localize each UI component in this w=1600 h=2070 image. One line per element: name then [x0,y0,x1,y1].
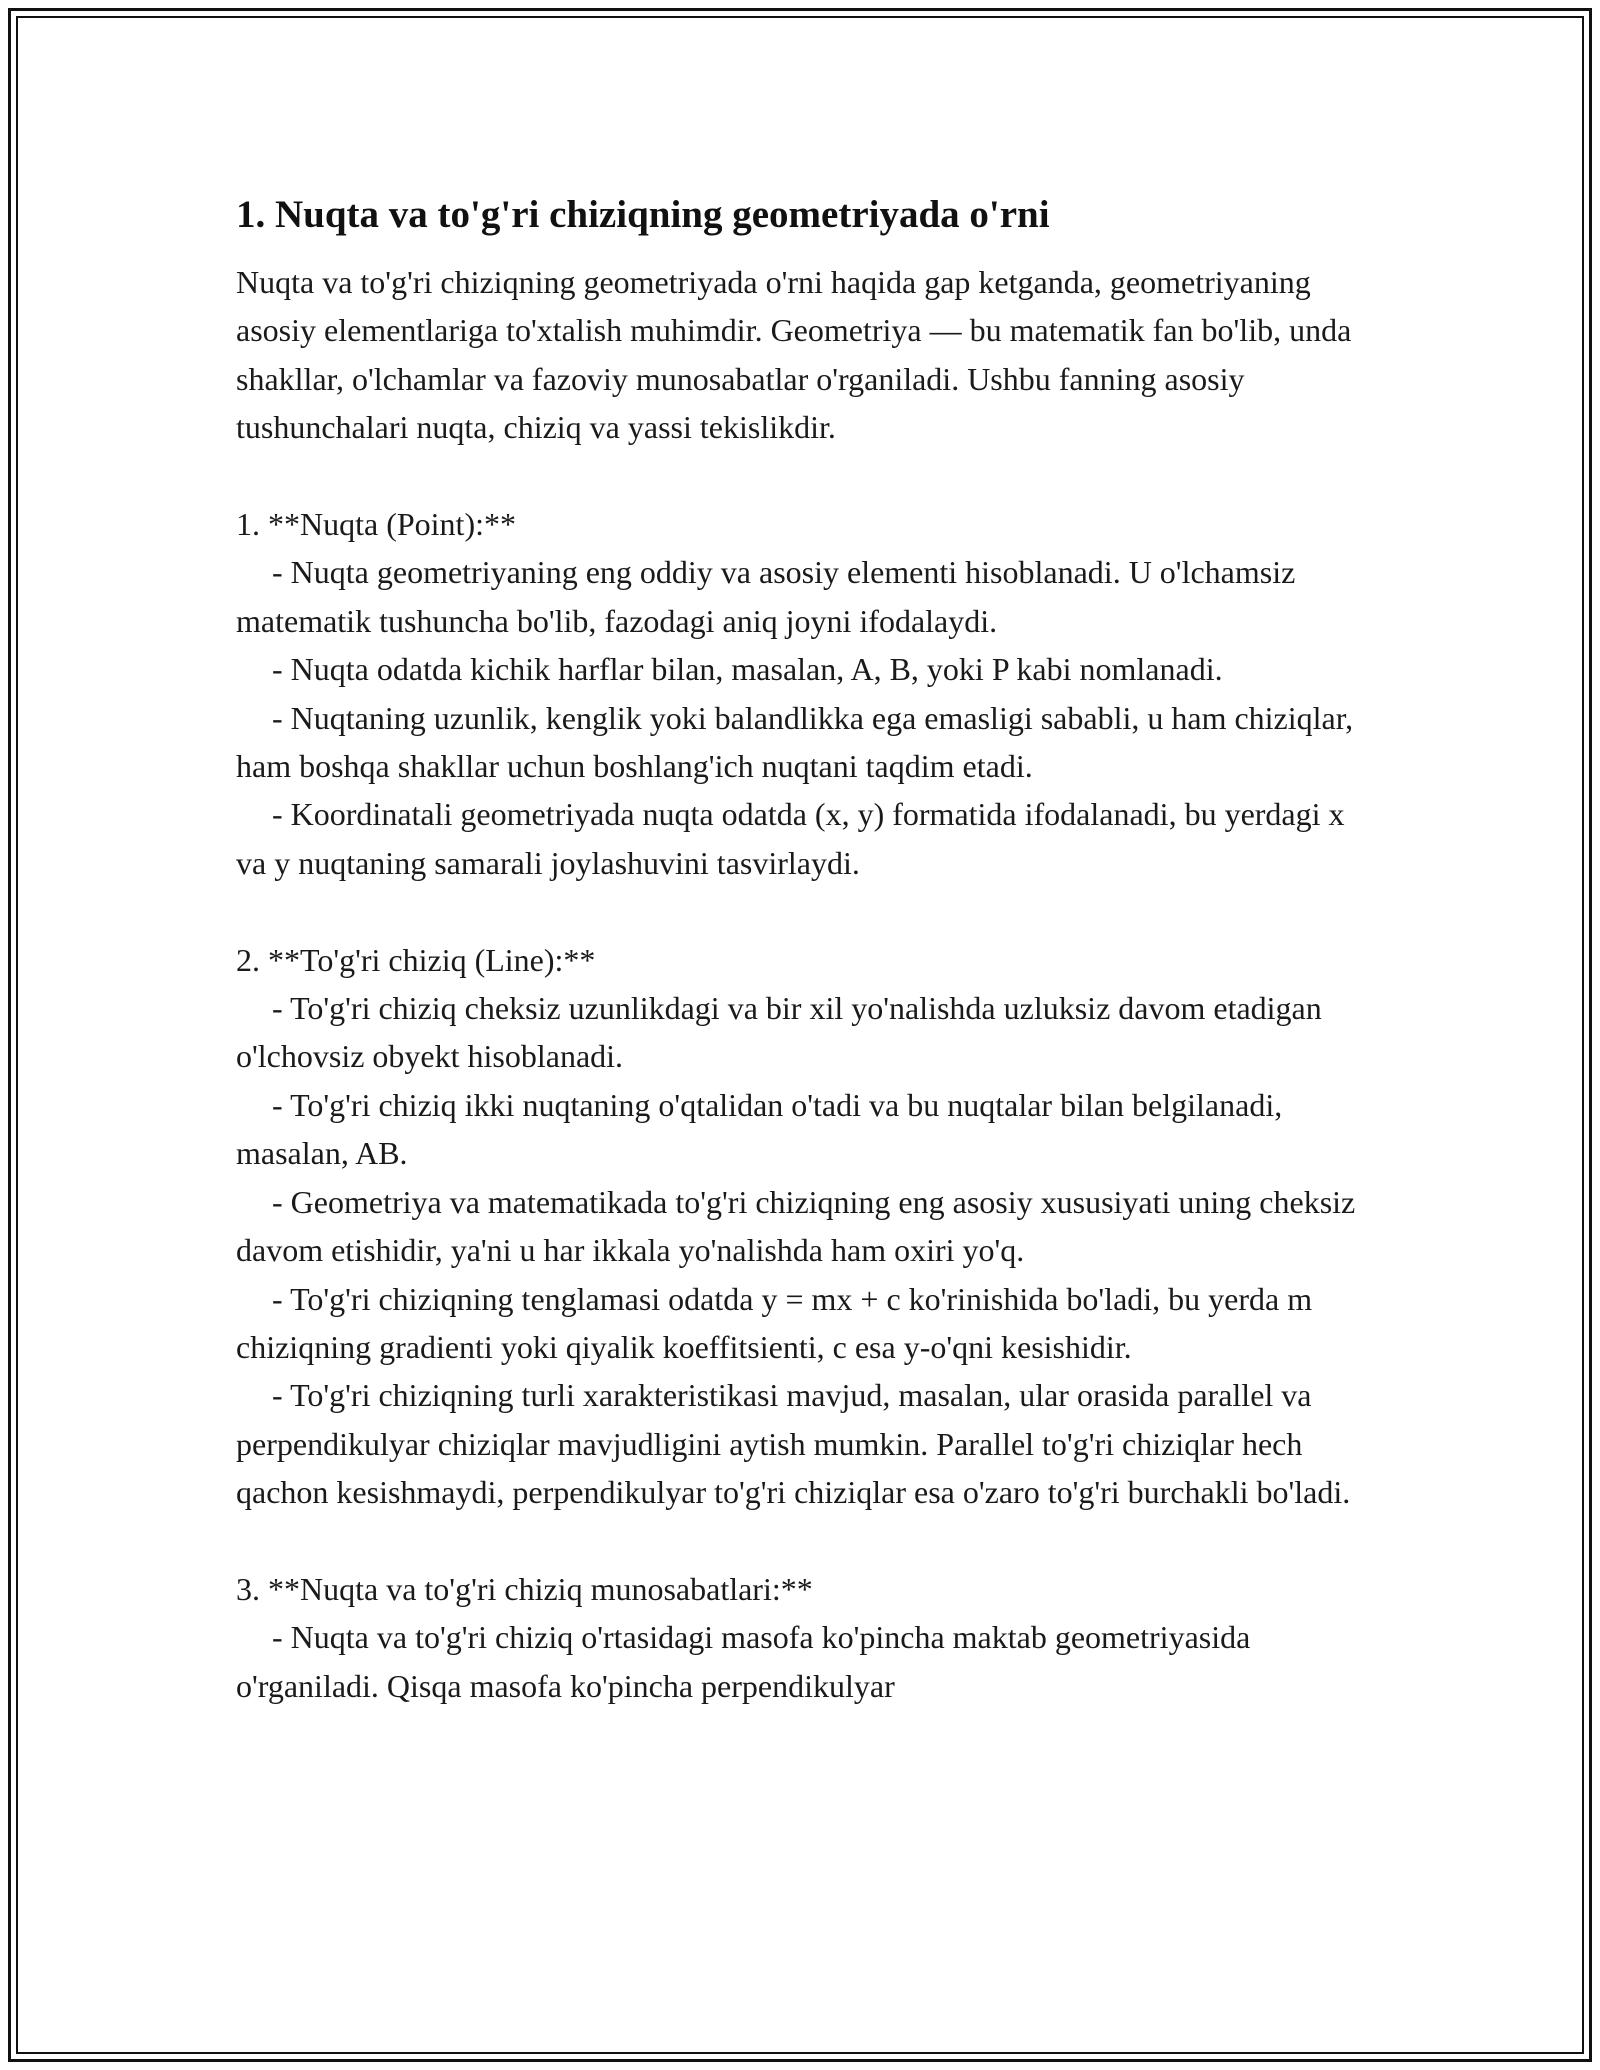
section-line [236,936,1376,1517]
list-item: - To'g'ri chiziq ikki nuqtaning o'qtalidan o'tadi va bu nuqtalar bilan belgilanadi, masalan, AB. [236,1086,1291,1172]
list-item: - Geometriya va matematikada to'g'ri chiziqning eng asosiy xususiyati uning cheksiz davom etishidir, ya'ni u har ikkala yo'nalishda ham oxiri yo'q. [236,1183,1364,1269]
list-item: - Nuqtaning uzunlik, kenglik yoki balandlikka ega emasligi sababli, u ham chiziqlar, ham boshqa shakllar uchun boshlang'ich nuqtani taqdim etadi. [236,699,1362,785]
page-title: 1. Nuqta va to'g'ri chiziqning geometriyada o'rni [236,193,1050,236]
list-item: - To'g'ri chiziqning tenglamasi odatda y = mx + c ko'rinishida bo'ladi, bu yerda m chiziqning gradienti yoki qiyalik koeffitsienti, c esa y-o'qni kesishidir. [236,1280,1321,1365]
list-item: - Koordinatali geometriyada nuqta odatda (x, y) formatida ifodalanadi, bu yerdagi x va y nuqtaning samarali joylashuvini tasvirlaydi. [236,796,1353,881]
intro-paragraph: Nuqta va to'g'ri chiziqning geometriyada o'rni haqida gap ketganda, geometriyaning asosiy elementlariga to'xtalish muhimdir. Geometriya — bu matematik fan bo'lib, unda shakllar, o'lchamlar va fazoviy munosabatlar o'rganiladi. Ushbu fanning asosiy tushunchalari nuqta, chiziq va yassi tekislikdir. [236,264,1360,446]
document-body [236,186,1376,1710]
section-relations [236,1565,1376,1710]
section-title: 2. **To'g'ri chiziq (Line):** [236,941,596,978]
list-item: - To'g'ri chiziq cheksiz uzunlikdagi va bir xil yo'nalishda uzluksiz davom etadigan o'lchovsiz obyekt hisoblanadi. [236,990,1330,1075]
list-item: - Nuqta geometriyaning eng oddiy va asosiy elementi hisoblanadi. U o'lchamsiz matematik tushuncha bo'lib, fazodagi aniq joyni ifodalaydi. [236,554,1304,639]
list-item: - Nuqta va to'g'ri chiziq o'rtasidagi masofa ko'pincha maktab geometriyasida o'rganiladi. Qisqa masofa ko'pincha perpendikulyar [236,1619,1259,1704]
list-item: - Nuqta odatda kichik harflar bilan, masalan, A, B, yoki P kabi nomlanadi. [272,651,1223,688]
list-item: - To'g'ri chiziqning turli xarakteristikasi mavjud, masalan, ular orasida parallel va perpendikulyar chiziqlar mavjudligini aytish mumkin. Parallel to'g'ri chiziqlar hech qachon kesishmaydi, perpendikulyar to'g'ri chiziqlar esa o'zaro to'g'ri burchakli bo'ladi. [236,1377,1351,1511]
section-title: 1. **Nuqta (Point):** [236,506,516,543]
section-title: 3. **Nuqta va to'g'ri chiziq munosabatlari:** [236,1570,813,1607]
section-point [236,500,1376,887]
